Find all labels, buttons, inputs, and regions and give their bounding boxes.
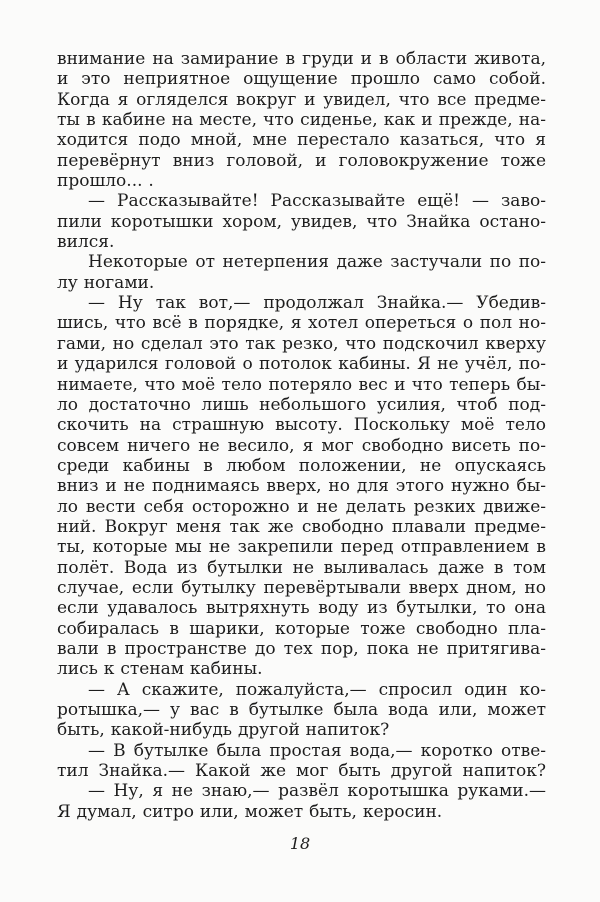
text-line: — Ну так вот,— продолжал Знайка.— Убедив- bbox=[88, 293, 546, 314]
text-line: вился. bbox=[57, 232, 115, 253]
text-line: — Рассказывайте! Рассказывайте ещё! — заво- bbox=[88, 191, 546, 212]
text-line: тил Знайка.— Какой же мог быть другой напиток? bbox=[57, 761, 546, 782]
text-line: случае, если бутылку перевёртывали вверх дном, но bbox=[57, 577, 546, 598]
text-line: ний. Вокруг меня так же свободно плавали предме- bbox=[57, 516, 546, 537]
text-line: ходится подо мной, мне перестало казаться, что я bbox=[57, 130, 546, 151]
text-line: — Ну, я не знаю,— развёл коротышка руками.— bbox=[88, 781, 546, 802]
text-line: ротышка,— у вас в бутылке была вода или, может bbox=[57, 700, 546, 720]
text-line: быть, какой-нибудь другой напиток? bbox=[57, 720, 390, 741]
text-line: скочить на страшную высоту. Поскольку моё тело bbox=[57, 415, 546, 436]
text-line: и ударился головой о потолок кабины. Я не учёл, по- bbox=[57, 354, 546, 375]
text-line: нимаете, что моё тело потеряло вес и что теперь бы- bbox=[57, 374, 546, 395]
page-number: 18 bbox=[289, 834, 311, 853]
text-line: вниз и не поднимаясь вверх, но для этого нужно бы- bbox=[57, 476, 546, 497]
body-text-block bbox=[57, 49, 546, 822]
text-line: внимание на замирание в груди и в области живота, bbox=[57, 49, 546, 69]
text-line: шись, что всё в порядке, я хотел опереться о пол но- bbox=[57, 313, 546, 334]
text-line: Некоторые от нетерпения даже застучали по по- bbox=[88, 252, 546, 273]
text-line: ло вести себя осторожно и не делать резких движе- bbox=[57, 496, 546, 517]
text-line: перевёрнут вниз головой, и головокружение тоже bbox=[57, 150, 546, 171]
text-line: совсем ничего не весило, я мог свободно висеть по- bbox=[57, 435, 546, 456]
text-line: ты, которые мы не закрепили перед отправлением в bbox=[57, 537, 546, 558]
text-line: ло достаточно лишь небольшого усилия, чтоб под- bbox=[57, 394, 546, 415]
text-line: пили коротышки хором, увидев, что Знайка остано- bbox=[57, 211, 546, 232]
text-line: полёт. Вода из бутылки не выливалась даже в том bbox=[57, 557, 546, 578]
text-line: лу ногами. bbox=[57, 272, 155, 293]
text-line: и это неприятное ощущение прошло само собой. bbox=[57, 69, 546, 90]
text-line: среди кабины в любом положении, не опускаясь bbox=[57, 455, 546, 476]
text-line: лись к стенам кабины. bbox=[57, 659, 263, 680]
text-line: ты в кабине на месте, что сиденье, как и прежде, на- bbox=[57, 110, 546, 131]
text-line: — В бутылке была простая вода,— коротко отве- bbox=[88, 740, 546, 761]
text-line: Я думал, ситро или, может быть, керосин. bbox=[57, 801, 443, 822]
text-line: прошло... . bbox=[57, 171, 154, 192]
text-line: собиралась в шарики, которые тоже свободно пла- bbox=[57, 618, 546, 639]
text-line: вали в пространстве до тех пор, пока не притягива- bbox=[57, 638, 546, 659]
text-line: — А скажите, пожалуйста,— спросил один ко- bbox=[88, 679, 546, 700]
text-line: гами, но сделал это так резко, что подскочил кверху bbox=[57, 333, 546, 354]
text-line: Когда я огляделся вокруг и увидел, что все предме- bbox=[57, 89, 546, 110]
text-line: если удавалось вытряхнуть воду из бутылки, то она bbox=[57, 598, 546, 619]
